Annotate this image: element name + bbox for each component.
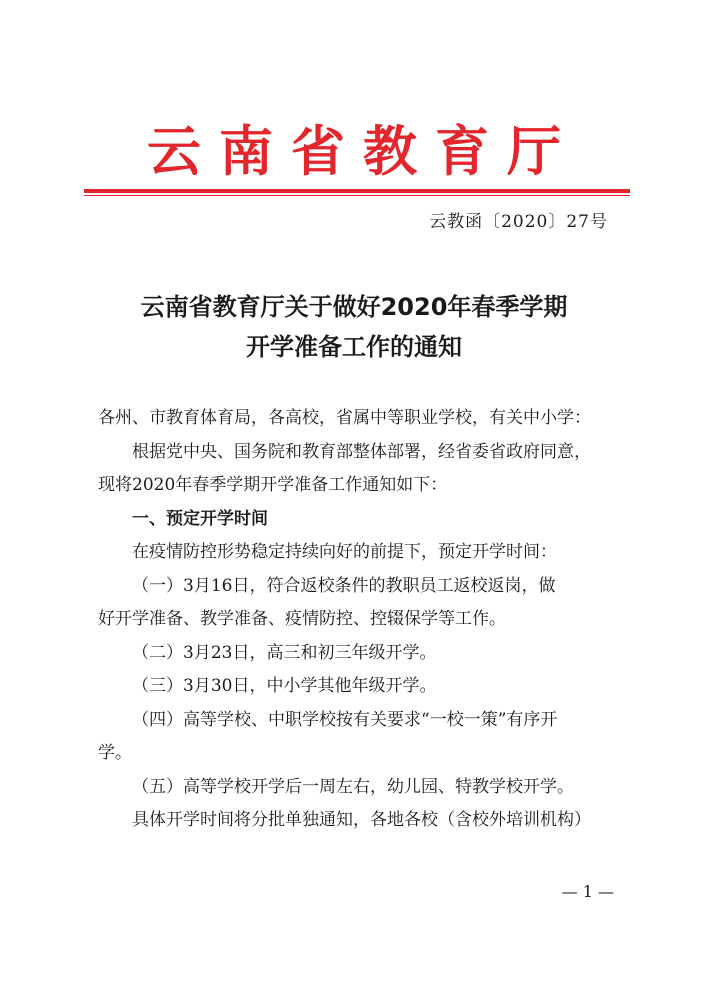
- document-title: [0, 287, 708, 367]
- intro-line-2: 现将2020年春季学期开学准备工作通知如下：: [98, 475, 448, 495]
- intro-line-1: 根据党中央、国务院和教育部整体部署，经省委省政府同意，: [132, 441, 591, 462]
- item-5: （五）高等学校开学后一周左右，幼儿园、特教学校开学。: [132, 776, 574, 797]
- addressee: 各州、市教育体育局，各高校，省属中等职业学校，有关中小学：: [98, 408, 591, 428]
- issuer-header: 云南省教育厅: [147, 119, 579, 183]
- title-line-1: 云南省教育厅关于做好2020年春季学期: [140, 293, 568, 321]
- section-1-lead: 在疫情防控形势稳定持续向好的前提下，预定开学时间：: [132, 542, 557, 562]
- page-number: — 1 —: [561, 882, 614, 901]
- item-3: （三）3月30日，中小学其他年级开学。: [132, 676, 437, 696]
- item-4-line-1: （四）高等学校、中职学校按有关要求“一校一策”有序开: [132, 709, 558, 730]
- closing-line: 具体开学时间将分批单独通知，各地各校（含校外培训机构）: [132, 810, 591, 830]
- item-2: （二）3月23日，高三和初三年级开学。: [132, 642, 437, 663]
- item-4-line-2: 学。: [98, 743, 132, 763]
- document-number: 云教函〔2020〕27号: [429, 212, 608, 232]
- header-divider-thick: [84, 189, 630, 193]
- section-1-heading: 一、预定开学时间: [132, 508, 268, 529]
- item-1-line-1: （一）3月16日，符合返校条件的教职员工返校返岗，做: [132, 575, 556, 596]
- item-1-line-2: 好开学准备、教学准备、疫情防控、控辍保学等工作。: [98, 609, 506, 629]
- header-divider-thin: [84, 195, 630, 196]
- title-line-2: 开学准备工作的通知: [246, 333, 462, 361]
- document-body: [98, 402, 628, 838]
